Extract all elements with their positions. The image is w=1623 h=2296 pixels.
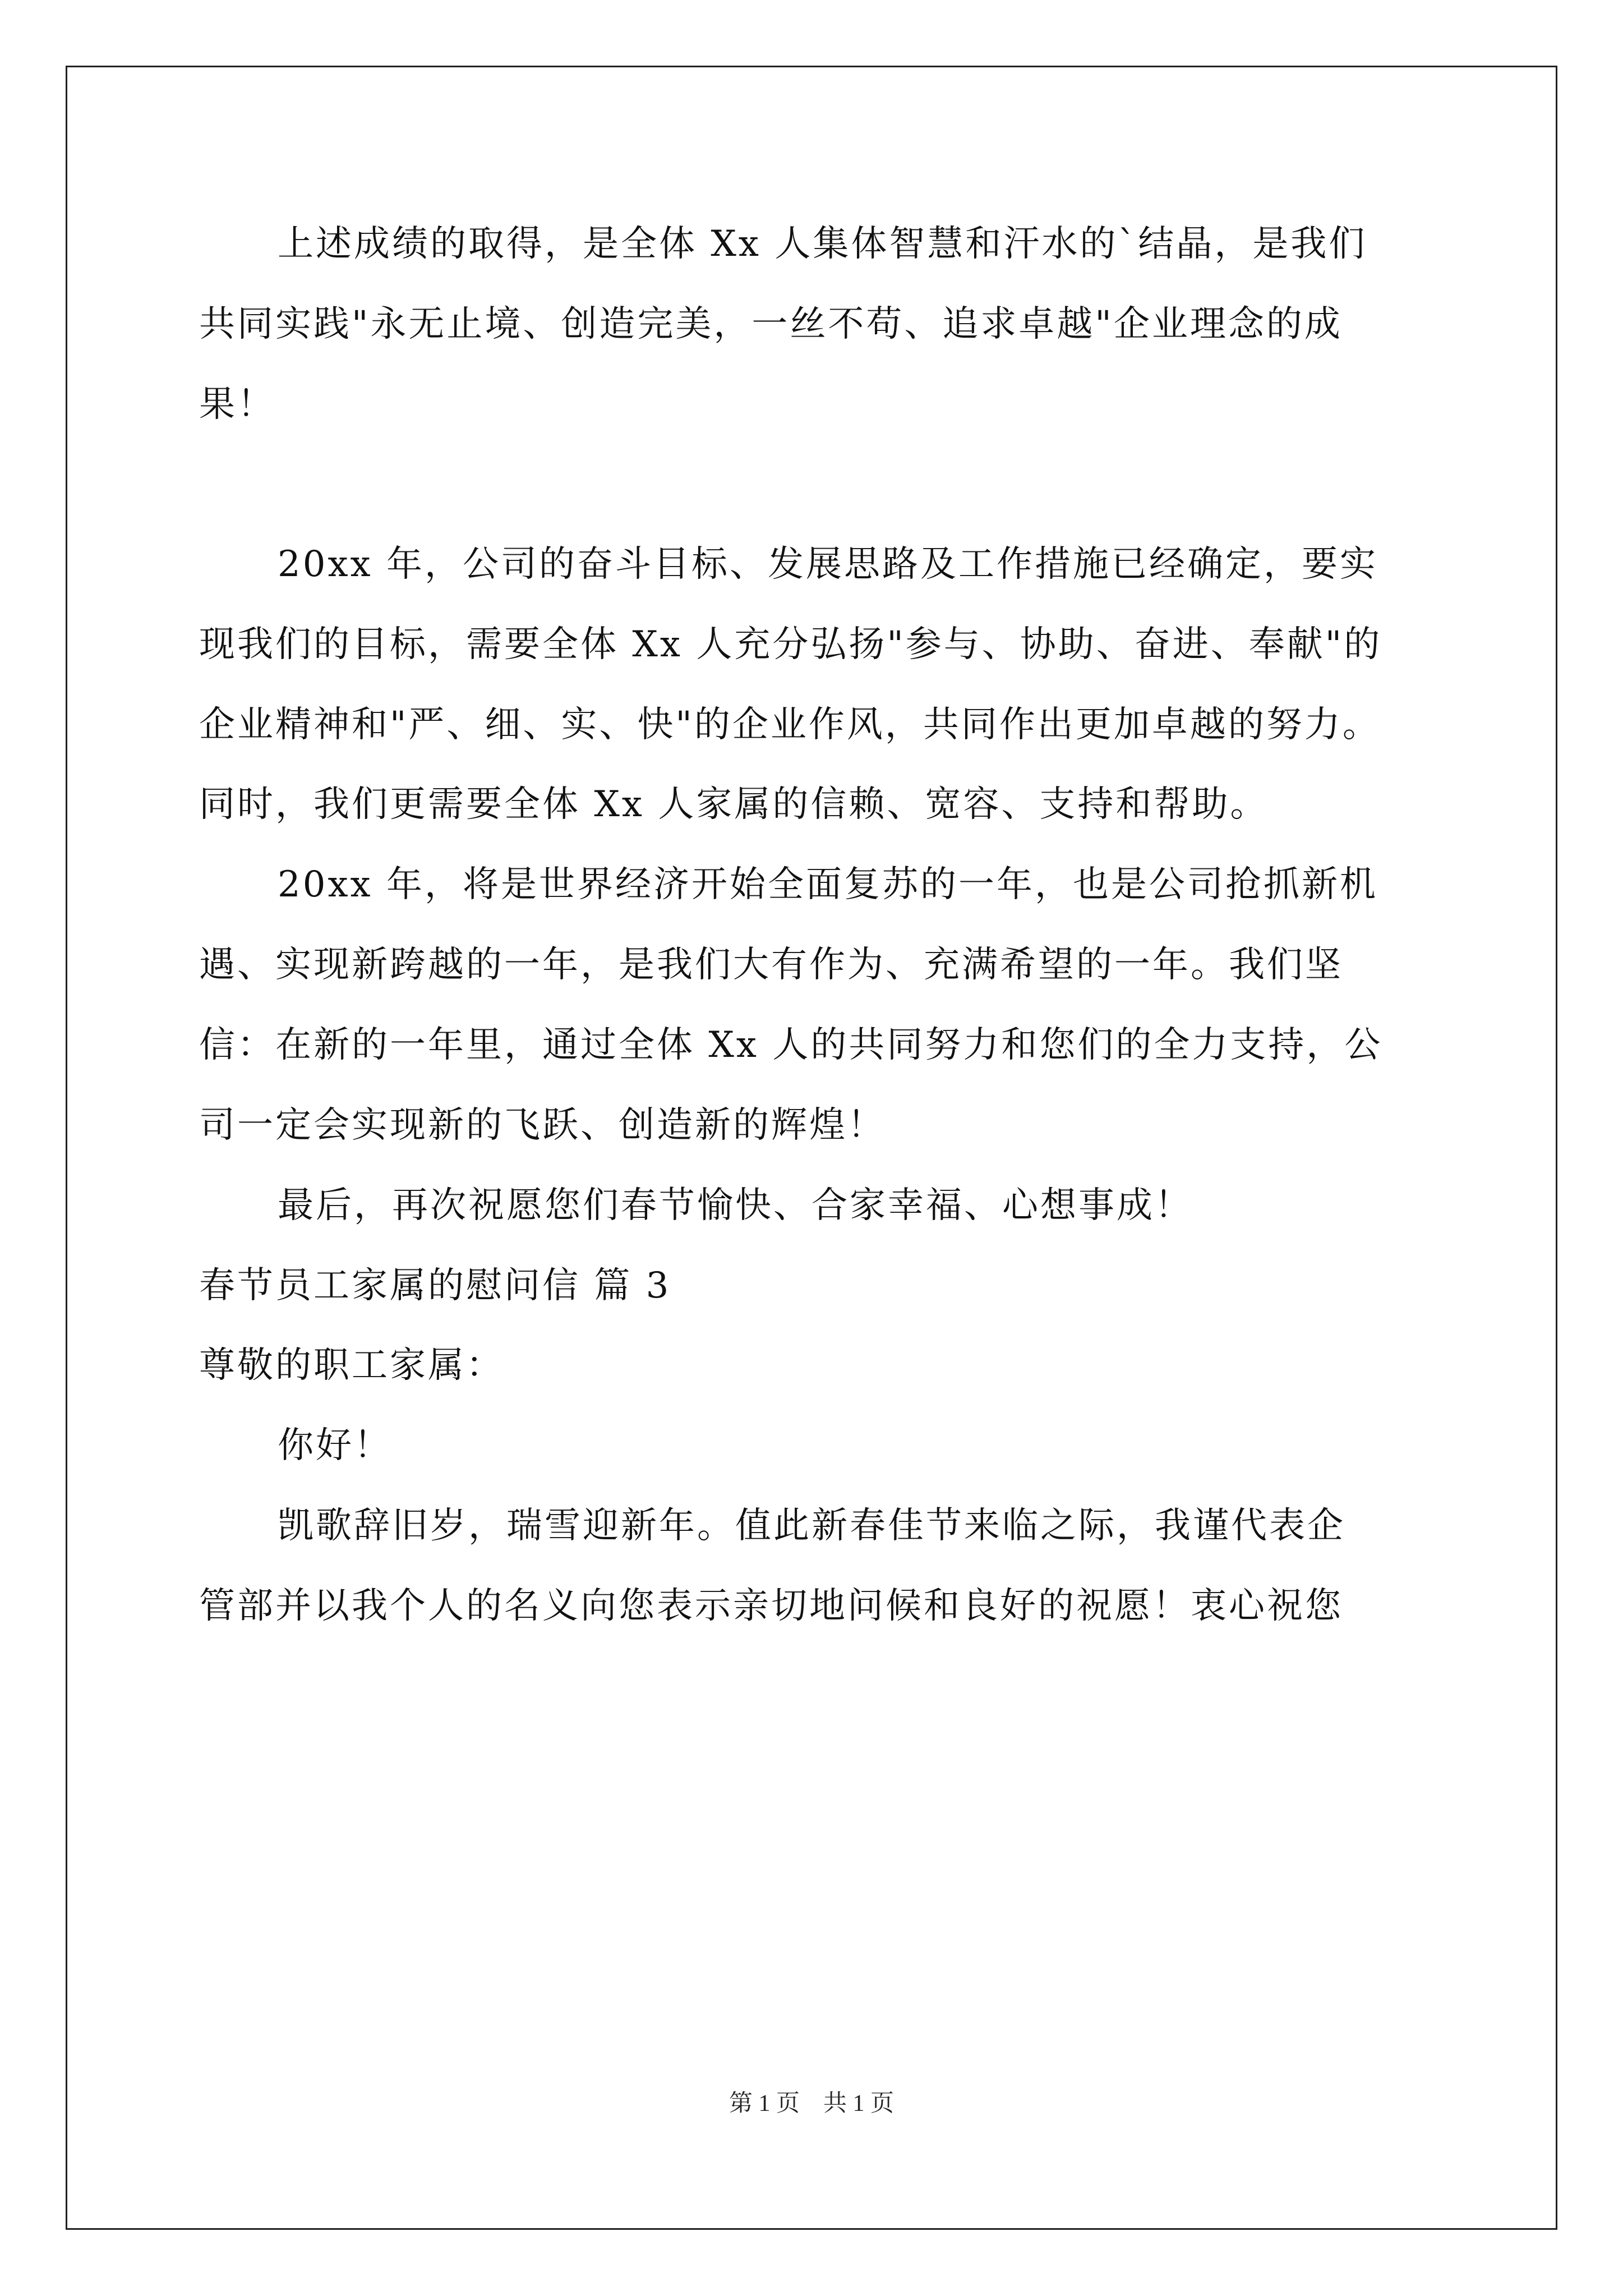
- salutation: 尊敬的职工家属：: [199, 1345, 504, 1386]
- paragraph-line: 20xx 年，公司的奋斗目标、发展思路及工作措施已经确定，要实: [278, 544, 1378, 585]
- paragraph-line: 司一定会实现新的飞跃、创造新的辉煌！: [199, 1105, 886, 1146]
- paragraph-line: 企业精神和"严、细、实、快"的企业作风，共同作出更加卓越的努力。: [199, 704, 1381, 746]
- greeting: 你好！: [278, 1425, 392, 1466]
- paragraph-line: 管部并以我个人的名义向您表示亲切地问候和良好的祝愿！衷心祝您: [199, 1585, 1343, 1627]
- paragraph-line: 现我们的目标，需要全体 Xx 人充分弘扬"参与、协助、奋进、奉献"的: [199, 624, 1382, 665]
- page-footer: 第 1 页 共 1 页: [728, 2091, 894, 2116]
- page-border: [66, 66, 1557, 2230]
- paragraph-line: 共同实践"永无止境、创造完美，一丝不苟、追求卓越"企业理念的成: [199, 303, 1343, 345]
- paragraph-line: 上述成绩的取得，是全体 Xx 人集体智慧和汗水的`结晶，是我们: [278, 223, 1367, 265]
- paragraph-line: 20xx 年，将是世界经济开始全面复苏的一年，也是公司抢抓新机: [278, 864, 1378, 905]
- paragraph-line: 遇、实现新跨越的一年，是我们大有作为、充满希望的一年。我们坚: [199, 944, 1343, 986]
- paragraph-line: 同时，我们更需要全体 Xx 人家属的信赖、宽容、支持和帮助。: [199, 784, 1269, 825]
- section-heading: 春节员工家属的慰问信 篇 3: [199, 1265, 671, 1306]
- paragraph-line: 最后，再次祝愿您们春节愉快、合家幸福、心想事成！: [278, 1185, 1193, 1226]
- paragraph-line: 凯歌辞旧岁，瑞雪迎新年。值此新春佳节来临之际，我谨代表企: [278, 1505, 1345, 1547]
- paragraph-line: 果！: [199, 384, 275, 425]
- paragraph-line: 信：在新的一年里，通过全体 Xx 人的共同努力和您们的全力支持，公: [199, 1024, 1383, 1066]
